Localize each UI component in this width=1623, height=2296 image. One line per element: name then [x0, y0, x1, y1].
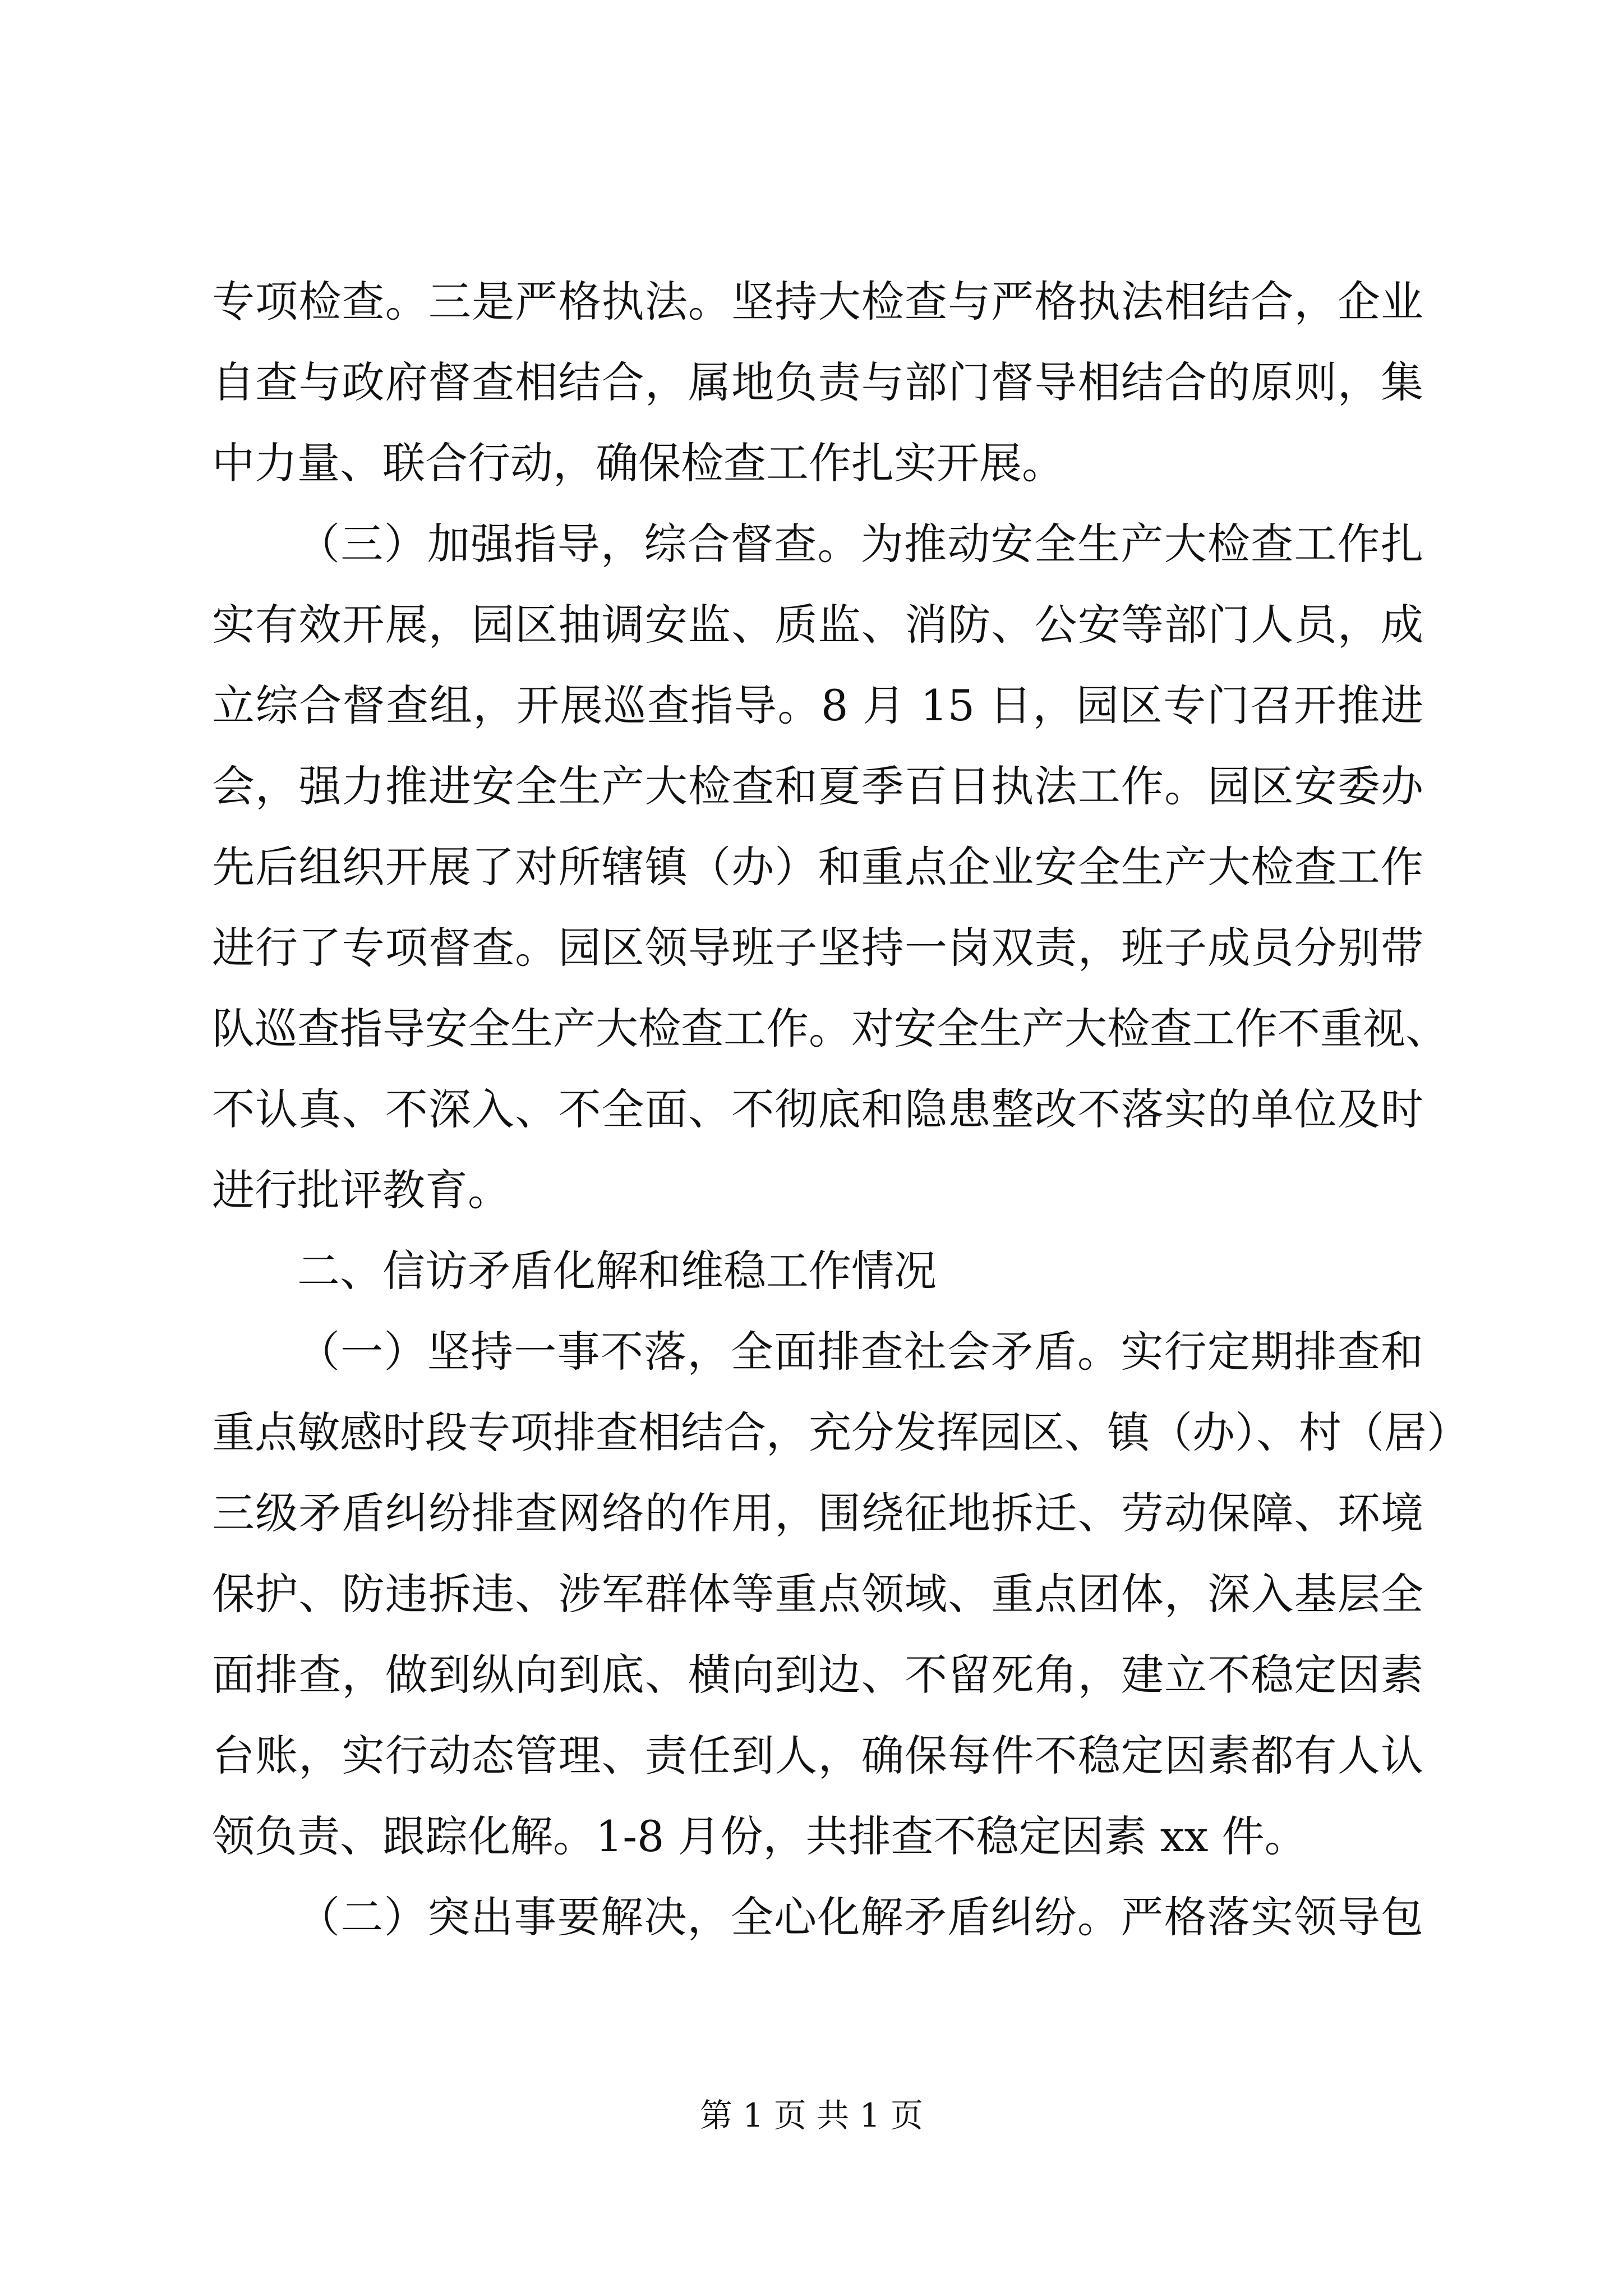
page-number-label: 第 1 页 共 1 页	[700, 2096, 923, 2134]
text-line: （一）坚持一事不落，全面排查社会矛盾。实行定期排查和	[297, 1327, 1423, 1377]
text-line: 台账，实行动态管理、责任到人，确保每件不稳定因素都有人认	[212, 1731, 1423, 1780]
text-line: （三）加强指导，综合督查。为推动安全生产大检查工作扎	[297, 519, 1423, 569]
text-line: 保护、防违拆违、涉军群体等重点领域、重点团体，深入基层全	[212, 1569, 1423, 1619]
text-line: 中力量、联合行动，确保检查工作扎实开展。	[212, 438, 1064, 488]
text-line: 先后组织开展了对所辖镇（办）和重点企业安全生产大检查工作	[212, 842, 1423, 892]
text-line: 面排查，做到纵向到底、横向到边、不留死角，建立不稳定因素	[212, 1650, 1423, 1700]
text-line: 立综合督查组，开展巡查指导。8 月 15 日，园区专门召开推进	[212, 680, 1423, 730]
text-line: 自查与政府督查相结合，属地负责与部门督导相结合的原则，集	[212, 357, 1423, 407]
section-heading	[212, 1231, 1423, 1312]
paragraph	[212, 261, 1423, 504]
document-body	[212, 261, 1469, 1958]
text-line: 不认真、不深入、不全面、不彻底和隐患整改不落实的单位及时	[212, 1084, 1423, 1134]
text-line: 会，强力推进安全生产大检查和夏季百日执法工作。园区安委办	[212, 761, 1423, 811]
text-line: 重点敏感时段专项排查相结合，充分发挥园区、镇（办）、村（居）	[212, 1407, 1469, 1457]
paragraph	[212, 1877, 1423, 1958]
paragraph	[212, 504, 1448, 1231]
page-footer	[0, 2090, 1623, 2141]
text-line: 进行了专项督查。园区领导班子坚持一岗双责，班子成员分别带	[212, 923, 1423, 973]
text-line: （二）突出事要解决，全心化解矛盾纠纷。严格落实领导包	[297, 1892, 1423, 1942]
text-line: 专项检查。三是严格执法。坚持大检查与严格执法相结合，企业	[212, 277, 1423, 326]
paragraph	[212, 1312, 1469, 1877]
text-line: 队巡查指导安全生产大检查工作。对安全生产大检查工作不重视、	[212, 1004, 1448, 1053]
text-line: 实有效开展，园区抽调安监、质监、消防、公安等部门人员，成	[212, 600, 1423, 650]
text-line: 二、信访矛盾化解和维稳工作情况	[297, 1246, 937, 1296]
text-line: 领负责、跟踪化解。1-8 月份，共排查不稳定因素 xx 件。	[212, 1811, 1307, 1861]
text-line: 进行批评教育。	[212, 1165, 510, 1215]
text-line: 三级矛盾纠纷排查网络的作用，围绕征地拆迁、劳动保障、环境	[212, 1488, 1423, 1538]
